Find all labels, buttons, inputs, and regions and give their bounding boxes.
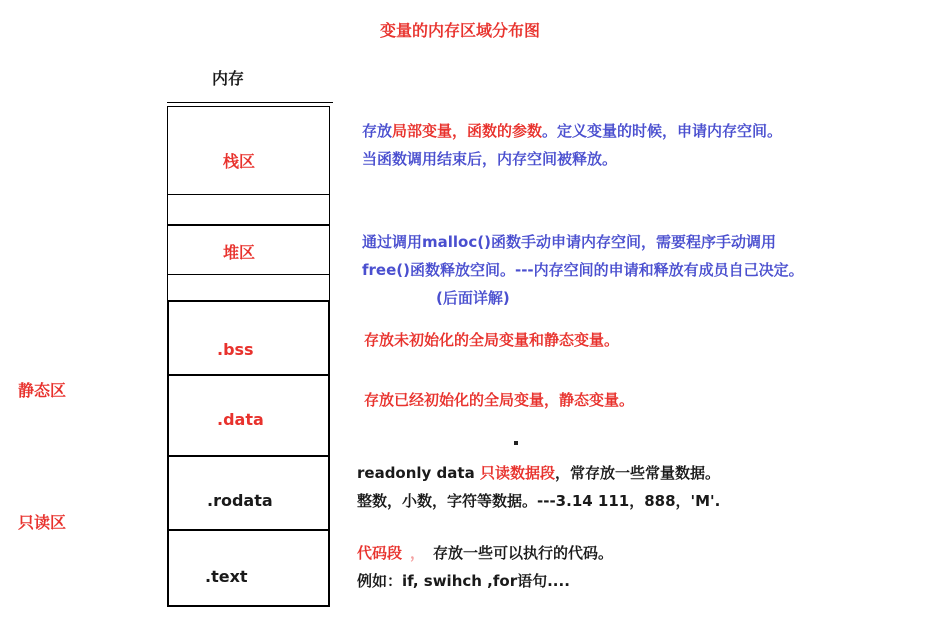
text-description: 代码段 ， 存放一些可以执行的代码。 例如：if, swihch ,for语句.... xyxy=(357,544,614,590)
memory-label: 内存 xyxy=(212,69,245,88)
rodata-segment xyxy=(167,455,330,531)
bss-segment xyxy=(167,300,330,376)
heap-label: 堆区 xyxy=(223,243,256,262)
stack-label: 栈区 xyxy=(223,152,256,171)
rodata-description: readonly data 只读数据段，常存放一些常量数据。 整数，小数，字符等数据。---3.14 111，888，'M'. xyxy=(357,464,721,510)
text-segment xyxy=(167,529,330,607)
bss-description: 存放未初始化的全局变量和静态变量。 xyxy=(364,331,620,349)
diagram-title: 变量的内存区域分布图 xyxy=(380,21,541,40)
rodata-label: .rodata xyxy=(207,491,273,510)
data-description: 存放已经初始化的全局变量，静态变量。 xyxy=(364,391,635,409)
gap-segment-1 xyxy=(167,195,330,225)
data-segment xyxy=(167,374,330,457)
text-label: .text xyxy=(205,567,248,586)
memory-top-line xyxy=(167,102,333,103)
gap-segment-2 xyxy=(167,275,330,302)
heap-description: 通过调用malloc()函数手动申请内存空间，需要程序手动调用 free()函数释放空间。---内存空间的申请和释放有成员自己决定。 (后面详解) xyxy=(362,233,804,307)
dot-mark xyxy=(514,441,518,445)
stack-segment xyxy=(167,106,330,195)
data-label: .data xyxy=(217,410,264,429)
static-area-label: 静态区 xyxy=(18,381,67,400)
readonly-area-label: 只读区 xyxy=(18,513,67,532)
bss-label: .bss xyxy=(217,340,254,359)
stack-description: 存放局部变量，函数的参数。定义变量的时候，申请内存空间。 当函数调用结束后，内存空间被释放。 xyxy=(362,122,783,168)
heap-segment xyxy=(167,225,330,275)
